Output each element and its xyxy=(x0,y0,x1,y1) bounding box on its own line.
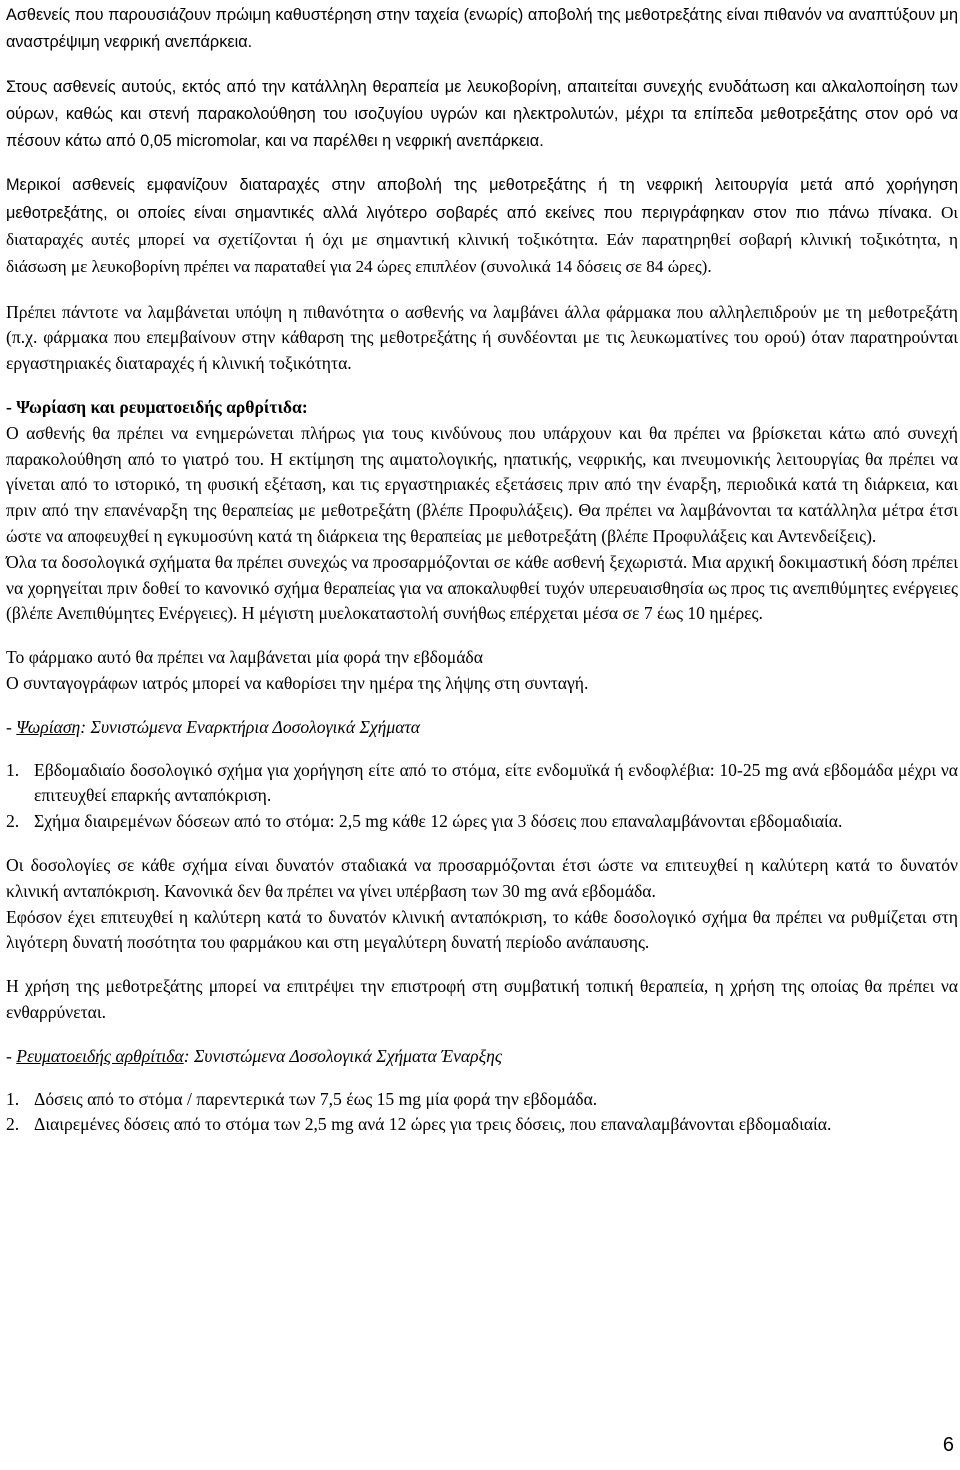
paragraph-maintenance: Εφόσον έχει επιτευχθεί η καλύτερη κατά το δυνατόν κλινική ανταπόκριση, το κάθε δοσολογικό σχήμα θα πρέπει να ρυθμίζεται στη λιγότερη δυνατή ποσότητα του φαρμάκου και στη μεγαλύτερη δυνατή περίοδο ανάπαυσης. xyxy=(6,906,958,953)
paragraph-risk-info: Ο ασθενής θα πρέπει να ενημερώνεται πλήρως για τους κινδύνους που υπάρχουν και θα πρέπει να βρίσκεται κάτω από συνεχή παρακολούθηση από το γιατρό του. xyxy=(6,422,958,469)
list-item: 2. Διαιρεμένες δόσεις από το στόμα των 2,5 mg ανά 12 ώρες για τρεις δόσεις, που επαναλαμβάνονται εβδομαδιαία. xyxy=(6,1114,832,1135)
paragraph-early-delay: Ασθενείς που παρουσιάζουν πρώιμη καθυστέρηση στην ταχεία (ενωρίς) αποβολή της μεθοτρεξάτης είναι πιθανόν να αναπτύξουν μη αναστρέψιμη νεφρική ανεπάρκεια. xyxy=(6,6,958,52)
prescriber-note: Ο συνταγογράφων ιατρός μπορεί να καθορίσει την ημέρα της λήψης στη συνταγή. xyxy=(6,673,589,694)
ra-regimen-title: : Συνιστώμενα Δοσολογικά Σχήματα Έναρξης xyxy=(183,1045,502,1066)
paragraph-drug-interactions: Πρέπει πάντοτε να λαμβάνεται υπόψη η πιθανότητα ο ασθενής να λαμβάνει άλλα φάρμακα που αλληλεπιδρούν με τη μεθοτρεξάτη (π.χ. φάρμακα που επεμβαίνουν στην κάθαρση της μεθοτρεξάτης ή συνδέονται με τις λευκωματίνες του ορού) όταν παρατηρούνται εργαστηριακές διαταραχές ή κλινική τοξικότητα. xyxy=(6,301,958,374)
psoriasis-label: Ψωρίαση xyxy=(16,716,81,737)
ra-label: Ρευματοειδής αρθρίτιδα xyxy=(16,1045,184,1066)
paragraph-elimination-disorders xyxy=(6,172,958,281)
list-item: 1. Εβδομαδιαίο δοσολογικό σχήμα για χορήγηση είτε από το στόμα, είτε ενδομυϊκά ή ενδοφλέβια: 10-25 mg ανά εβδομάδα μέχρι να επιτευχθεί επαρκής ανταπόκριση. xyxy=(6,759,958,806)
psoriasis-regimen-title: : Συνιστώμενα Εναρκτήρια Δοσολογικά Σχήματα xyxy=(80,716,420,737)
paragraph-assessment: Η εκτίμηση της αιματολογικής, ηπατικής, νεφρικής, και πνευμονικής λειτουργίας θα πρέπει να γίνεται από το ιστορικό, τη φυσική εξέταση, και τις εργαστηριακές εξετάσεις πριν από την έναρξη, περιοδικά κατά τη διάρκεια, και πριν από την επανέναρξη της θεραπείας με μεθοτρεξάτη (βλέπε Προφυλάξεις). Θα πρέπει να λαμβάνονται τα κατάλληλα μέτρα έτσι ώστε να αποφευχθεί η εγκυμοσύνη κατά τη διάρκεια της θεραπείας με μεθοτρεξάτη (βλέπε Προφυλάξεις και Αντενδείξεις). xyxy=(6,448,958,547)
paragraph-dose-adjustment: Οι δοσολογίες σε κάθε σχήμα είναι δυνατόν σταδιακά να προσαρμόζονται έτσι ώστε να επιτευχθεί η καλύτερη κατά το δυνατόν κλινική ανταπόκριση. Κανονικά δεν θα πρέπει να γίνει υπέρβαση των 30 mg ανά εβδομάδα. xyxy=(6,855,958,901)
ra-dosing-list xyxy=(6,1087,958,1139)
list-item: 2. Σχήμα διαιρεμένων δόσεων από το στόμα: 2,5 mg κάθε 12 ώρες για 3 δόσεις που επαναλαμβάνονται εβδομαδιαία. xyxy=(6,811,843,832)
section-heading-psoriasis-ra: - Ψωρίαση και ρευματοειδής αρθρίτιδα: xyxy=(6,397,308,418)
paragraph-topical-therapy: Η χρήση της μεθοτρεξάτης μπορεί να επιτρέψει την επιστροφή στη συμβατική τοπική θεραπεία, η χρήση της οποίας θα πρέπει να ενθαρρύνεται. xyxy=(6,976,958,1022)
psoriasis-dosing-list xyxy=(6,758,958,835)
weekly-dose-note: Το φάρμακο αυτό θα πρέπει να λαμβάνεται μία φορά την εβδομάδα xyxy=(6,647,483,668)
ra-subheading: - Ρευματοειδής αρθρίτιδα: Συνιστώμενα Δοσολογικά Σχήματα Έναρξης xyxy=(6,1045,502,1066)
document-page xyxy=(6,2,958,1138)
paragraph-leucovorin-hydration: Στους ασθενείς αυτούς, εκτός από την κατάλληλη θεραπεία με λευκοβορίνη, απαιτείται συνεχής ενυδάτωση και αλκαλοποίηση των ούρων, καθώς και στενή παρακολούθηση του ισοζυγίου υγρών και ηλεκτρολυτών, μέχρι τα επίπεδα μεθοτρεξάτης στον ορό να πέσουν κάτω από 0,05 micromolar, και να παρέλθει η νεφρική ανεπάρκεια. xyxy=(6,77,958,151)
page-number: 6 xyxy=(942,1434,954,1456)
psoriasis-subheading: - Ψωρίαση: Συνιστώμενα Εναρκτήρια Δοσολογικά Σχήματα xyxy=(6,716,420,737)
list-item: 1. Δόσεις από το στόμα / παρεντερικά των 7,5 έως 15 mg μία φορά την εβδομάδα. xyxy=(6,1088,598,1109)
paragraph-elimination-part-a: Μερικοί ασθενείς εμφανίζουν διαταραχές στην αποβολή της μεθοτρεξάτης ή τη νεφρική λειτουργία μετά από χορήγηση μεθοτρεξάτης, οι οποίες είναι σημαντικές αλλά λιγότερο σοβαρές από εκείνες που περιγράφηκαν στον πιο πάνω πίνακα. xyxy=(6,176,958,222)
paragraph-individual-dosing: Όλα τα δοσολογικά σχήματα θα πρέπει συνεχώς να προσαρμόζονται σε κάθε ασθενή ξεχωριστά. Μια αρχική δοκιμαστική δόση πρέπει να χορηγείται πριν δοθεί το κανονικό σχήμα θεραπείας για να αποκαλυφθεί τυχόν υπερευαισθησία ως προς τις ανεπιθύμητες ενέργειες (βλέπε Ανεπιθύμητες Ενέργειες). Η μέγιστη μυελοκαταστολή συνήθως επέρχεται μέσα σε 7 έως 10 ημέρες. xyxy=(6,551,958,624)
paragraph-elimination-part-b: Οι διαταραχές αυτές μπορεί να σχετίζονται ή όχι με σημαντική κλινική τοξικότητα. Εάν παρατηρηθεί σοβαρή κλινική τοξικότητα, η διάσωση με λευκοβορίνη πρέπει να παραταθεί για 24 ώρες επιπλέον (συνολικά 14 δόσεις σε 84 ώρες). xyxy=(6,202,958,277)
paragraph-patient-information xyxy=(6,421,958,550)
